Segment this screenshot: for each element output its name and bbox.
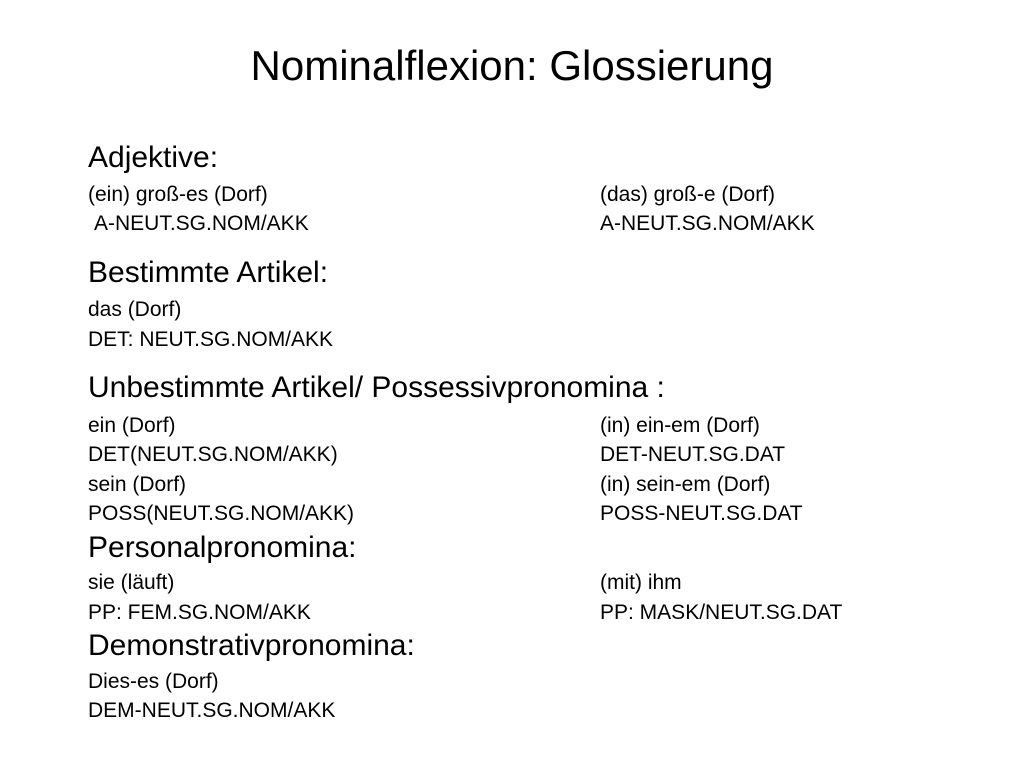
slide-title: Nominalflexion: Glossierung bbox=[250, 42, 774, 89]
section-heading-unbestimmte-artikel: Unbestimmte Artikel/ Possessivpronomina : bbox=[88, 371, 665, 404]
unbestimmte-artikel-gloss-1-right: DET-NEUT.SG.DAT bbox=[600, 443, 786, 466]
adjektive-gloss-right: A-NEUT.SG.NOM/AKK bbox=[600, 212, 815, 235]
adjektive-example-left: (ein) groß-es (Dorf) bbox=[88, 183, 268, 206]
demonstrativpronomina-example: Dies-es (Dorf) bbox=[88, 670, 219, 693]
personalpronomina-example-left: sie (läuft) bbox=[88, 571, 175, 594]
possessiv-example-left: sein (Dorf) bbox=[88, 473, 187, 496]
section-heading-personalpronomina: Personalpronomina: bbox=[88, 531, 357, 564]
personalpronomina-example-right: (mit) ihm bbox=[600, 571, 682, 594]
personalpronomina-gloss-left: PP: FEM.SG.NOM/AKK bbox=[88, 601, 311, 624]
section-heading-demonstrativpronomina: Demonstrativpronomina: bbox=[88, 629, 415, 662]
bestimmte-artikel-example: das (Dorf) bbox=[88, 298, 182, 321]
bestimmte-artikel-gloss: DET: NEUT.SG.NOM/AKK bbox=[88, 328, 334, 351]
section-heading-adjektive: Adjektive: bbox=[88, 141, 219, 174]
adjektive-gloss-left: A-NEUT.SG.NOM/AKK bbox=[94, 212, 309, 235]
adjektive-example-right: (das) groß-e (Dorf) bbox=[600, 183, 776, 206]
possessiv-gloss-left: POSS(NEUT.SG.NOM/AKK) bbox=[88, 502, 355, 525]
personalpronomina-gloss-right: PP: MASK/NEUT.SG.DAT bbox=[600, 601, 843, 624]
unbestimmte-artikel-example-1-right: (in) ein-em (Dorf) bbox=[600, 414, 760, 437]
possessiv-example-right: (in) sein-em (Dorf) bbox=[600, 473, 771, 496]
possessiv-gloss-right: POSS-NEUT.SG.DAT bbox=[600, 502, 803, 525]
demonstrativpronomina-gloss: DEM-NEUT.SG.NOM/AKK bbox=[88, 699, 336, 722]
unbestimmte-artikel-example-1-left: ein (Dorf) bbox=[88, 414, 176, 437]
section-heading-bestimmte-artikel: Bestimmte Artikel: bbox=[88, 256, 329, 289]
unbestimmte-artikel-gloss-1-left: DET(NEUT.SG.NOM/AKK) bbox=[88, 443, 338, 466]
